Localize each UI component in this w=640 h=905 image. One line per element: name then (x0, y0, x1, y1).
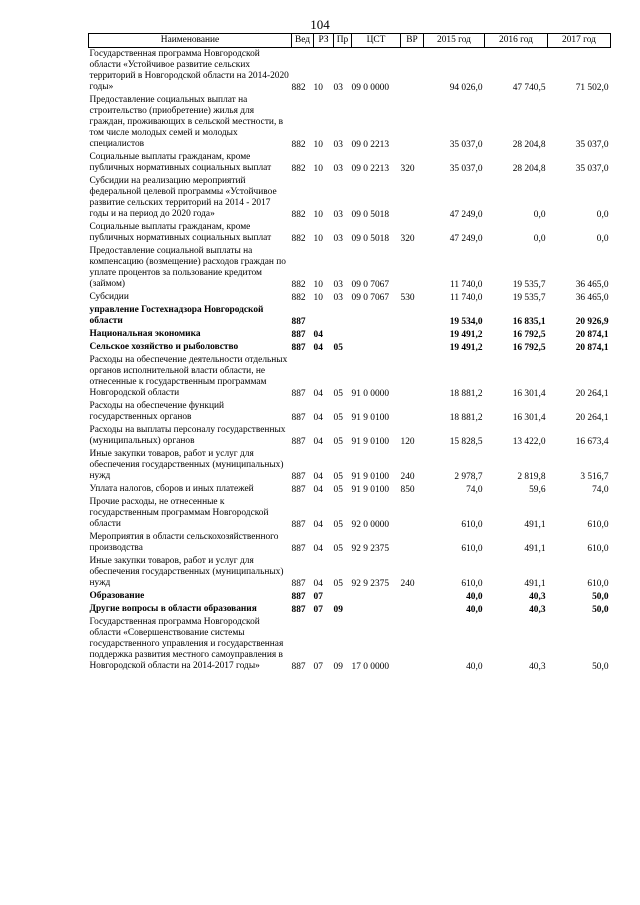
row-vr: 240 (400, 579, 415, 589)
row-value-2017: 3 516,7 (580, 472, 609, 482)
row-value-2015: 35 037,0 (449, 140, 483, 150)
row-value-2016: 40,3 (529, 605, 546, 615)
row-value-2017: 74,0 (592, 485, 609, 495)
row-ved: 887 (291, 544, 306, 554)
row-value-2017: 35 037,0 (575, 140, 609, 150)
row-name: Предоставление социальной выплаты на компенсацию (возмещение) расходов граждан по уплате процентов за пользование кредитом (займом) (89, 246, 286, 289)
row-value-2016: 40,3 (529, 592, 546, 602)
row-value-2016: 19 535,7 (512, 293, 546, 303)
row-ved: 887 (291, 605, 306, 615)
row-value-2017: 20 874,1 (575, 343, 609, 353)
table-row (89, 424, 611, 448)
row-pr: 03 (333, 280, 343, 290)
table-row (89, 483, 611, 496)
row-value-2016: 2 819,8 (517, 472, 546, 482)
table-row (89, 304, 611, 328)
table-row (89, 354, 611, 400)
row-cst: 91 9 0100 (351, 437, 389, 447)
row-rz: 04 (313, 413, 323, 423)
row-value-2016: 491,1 (524, 579, 546, 589)
row-name: Прочие расходы, не отнесенные к государственным программам Новгородской области (89, 497, 269, 529)
page-number: 104 (310, 17, 330, 32)
row-ved: 887 (291, 413, 306, 423)
table-row (89, 531, 611, 555)
table-header-row (89, 34, 611, 48)
row-value-2015: 47 249,0 (449, 210, 483, 220)
row-pr: 03 (333, 210, 343, 220)
row-value-2017: 20 874,1 (575, 330, 609, 340)
row-rz: 07 (313, 605, 323, 615)
row-vr (401, 603, 424, 616)
row-value-2017: 35 037,0 (575, 164, 609, 174)
row-value-2017: 20 926,9 (575, 317, 609, 327)
row-ved: 887 (291, 579, 306, 589)
row-rz: 04 (313, 343, 323, 353)
row-cst: 91 9 0100 (351, 413, 389, 423)
row-pr: 05 (333, 389, 343, 399)
row-vr (401, 328, 424, 341)
row-vr (401, 245, 424, 291)
row-cst: 09 0 0000 (351, 83, 389, 93)
row-pr: 05 (333, 579, 343, 589)
row-ved: 882 (291, 234, 306, 244)
row-value-2016: 19 535,7 (512, 280, 546, 290)
row-ved: 887 (291, 485, 306, 495)
row-value-2017: 36 465,0 (575, 293, 609, 303)
col-header-cst: ЦСТ (352, 34, 401, 48)
row-value-2017: 610,0 (587, 520, 609, 530)
table-body (89, 48, 611, 674)
row-value-2017: 610,0 (587, 579, 609, 589)
row-value-2016: 13 422,0 (512, 437, 546, 447)
row-cst: 09 0 5018 (351, 210, 389, 220)
row-value-2015: 19 491,2 (449, 343, 483, 353)
row-value-2016: 47 740,5 (512, 83, 546, 93)
table-row (89, 400, 611, 424)
row-rz: 10 (313, 210, 323, 220)
row-ved: 882 (291, 140, 306, 150)
row-value-2016: 40,3 (529, 662, 546, 672)
row-cst: 09 0 5018 (351, 234, 389, 244)
col-header-name: Наименование (89, 34, 292, 48)
row-value-2017: 71 502,0 (575, 83, 609, 93)
row-name: Предоставление социальных выплат на строительство (приобретение) жилья для граждан, проживающих в сельской местности, в том числе молодых семей и молодых специалистов (89, 95, 284, 149)
row-value-2015: 40,0 (466, 592, 483, 602)
row-ved: 887 (291, 520, 306, 530)
col-header-2016: 2016 год (485, 34, 548, 48)
row-rz: 10 (313, 293, 323, 303)
row-name: Субсидии на реализацию мероприятий федеральной целевой программы «Устойчивое развитие сельских территорий на 2014 - 2017 годы и на период до 2020 года» (89, 176, 277, 219)
row-vr (401, 94, 424, 151)
row-value-2016: 28 204,8 (512, 140, 546, 150)
row-name: Уплата налогов, сборов и иных платежей (89, 484, 254, 494)
col-header-2015: 2015 год (424, 34, 485, 48)
row-value-2017: 36 465,0 (575, 280, 609, 290)
row-value-2016: 16 301,4 (512, 389, 546, 399)
row-value-2017: 0,0 (596, 234, 609, 244)
table-row (89, 590, 611, 603)
row-name: Мероприятия в области сельскохозяйственного производства (89, 532, 279, 553)
row-ved: 887 (291, 592, 306, 602)
row-vr: 530 (400, 293, 415, 303)
table-row (89, 341, 611, 354)
table-row (89, 175, 611, 221)
row-pr: 05 (333, 544, 343, 554)
row-pr: 05 (333, 343, 343, 353)
row-value-2016: 16 835,1 (512, 317, 546, 327)
row-ved: 882 (291, 280, 306, 290)
row-ved: 887 (291, 437, 306, 447)
row-vr (401, 616, 424, 673)
row-pr (334, 304, 352, 328)
row-value-2015: 18 881,2 (449, 413, 483, 423)
row-name: Государственная программа Новгородской области «Совершенствование системы государственного управления и государственная поддержка развития местного самоуправления в Новгородской области на 2014-2017 годы» (89, 617, 284, 671)
table-row (89, 616, 611, 673)
row-name: управление Гостехнадзора Новгородской области (89, 305, 264, 326)
row-rz: 04 (313, 544, 323, 554)
table-row (89, 496, 611, 531)
row-ved: 887 (291, 330, 306, 340)
row-vr (401, 341, 424, 354)
row-pr: 05 (333, 413, 343, 423)
row-cst (352, 603, 401, 616)
col-header-ved: Вед (292, 34, 314, 48)
row-value-2015: 35 037,0 (449, 164, 483, 174)
row-name: Национальная экономика (89, 329, 201, 339)
row-vr: 320 (400, 234, 415, 244)
row-ved: 882 (291, 164, 306, 174)
table-row (89, 245, 611, 291)
row-value-2017: 20 264,1 (575, 389, 609, 399)
row-value-2015: 19 534,0 (449, 317, 483, 327)
row-vr: 850 (400, 485, 415, 495)
row-ved: 887 (291, 317, 306, 327)
row-rz: 04 (313, 330, 323, 340)
row-rz: 07 (313, 592, 323, 602)
table-row (89, 291, 611, 304)
row-value-2015: 94 026,0 (449, 83, 483, 93)
row-value-2016: 59,6 (529, 485, 546, 495)
row-value-2015: 610,0 (461, 520, 483, 530)
row-rz: 04 (313, 389, 323, 399)
row-vr (401, 590, 424, 603)
row-rz: 10 (313, 280, 323, 290)
row-cst (352, 304, 401, 328)
row-cst: 09 0 2213 (351, 164, 389, 174)
row-pr: 05 (333, 472, 343, 482)
row-vr (401, 175, 424, 221)
row-value-2015: 18 881,2 (449, 389, 483, 399)
row-value-2015: 610,0 (461, 579, 483, 589)
row-rz: 07 (313, 662, 323, 672)
row-value-2017: 50,0 (592, 662, 609, 672)
row-value-2017: 20 264,1 (575, 413, 609, 423)
row-name: Другие вопросы в области образования (89, 604, 257, 614)
row-value-2015: 40,0 (466, 605, 483, 615)
table-row (89, 48, 611, 95)
row-ved: 887 (291, 472, 306, 482)
row-vr (401, 354, 424, 400)
budget-table (88, 33, 611, 673)
row-name: Социальные выплаты гражданам, кроме публичных нормативных социальных выплат (89, 222, 272, 243)
row-name: Государственная программа Новгородской области «Устойчивое развитие сельских территорий в Новгородской области на 2014-2020 годы» (89, 49, 289, 92)
row-value-2015: 610,0 (461, 544, 483, 554)
row-ved: 887 (291, 662, 306, 672)
row-cst: 91 0 0000 (351, 389, 389, 399)
row-cst: 92 9 2375 (351, 579, 389, 589)
row-rz (314, 304, 334, 328)
col-header-2017: 2017 год (548, 34, 611, 48)
table-row (89, 328, 611, 341)
row-value-2016: 491,1 (524, 544, 546, 554)
row-rz: 10 (313, 140, 323, 150)
row-value-2016: 0,0 (533, 234, 546, 244)
row-cst (352, 341, 401, 354)
row-name: Расходы на обеспечение функций государственных органов (89, 401, 224, 422)
row-rz: 04 (313, 520, 323, 530)
row-name: Сельское хозяйство и рыболовство (89, 342, 239, 352)
row-value-2016: 0,0 (533, 210, 546, 220)
row-value-2016: 28 204,8 (512, 164, 546, 174)
row-ved: 882 (291, 83, 306, 93)
col-header-rz: РЗ (314, 34, 334, 48)
row-pr: 03 (333, 83, 343, 93)
row-rz: 10 (313, 83, 323, 93)
row-name: Иные закупки товаров, работ и услуг для обеспечения государственных (муниципальных) нужд (89, 449, 284, 481)
row-cst: 92 9 2375 (351, 544, 389, 554)
row-value-2015: 47 249,0 (449, 234, 483, 244)
table-row (89, 151, 611, 175)
row-value-2016: 491,1 (524, 520, 546, 530)
row-value-2016: 16 301,4 (512, 413, 546, 423)
row-vr: 240 (400, 472, 415, 482)
row-cst: 09 0 2213 (351, 140, 389, 150)
row-value-2017: 610,0 (587, 544, 609, 554)
row-value-2017: 50,0 (592, 605, 609, 615)
table-row (89, 603, 611, 616)
row-vr: 120 (400, 437, 415, 447)
row-cst: 92 0 0000 (351, 520, 389, 530)
row-name: Субсидии (89, 292, 129, 302)
row-pr: 03 (333, 293, 343, 303)
row-rz: 04 (313, 472, 323, 482)
row-ved: 882 (291, 210, 306, 220)
row-rz: 04 (313, 579, 323, 589)
row-value-2017: 0,0 (596, 210, 609, 220)
row-vr (401, 304, 424, 328)
table-row (89, 94, 611, 151)
table-row (89, 448, 611, 483)
table-row (89, 555, 611, 590)
row-value-2016: 16 792,5 (512, 343, 546, 353)
row-rz: 04 (313, 485, 323, 495)
row-pr (334, 328, 352, 341)
row-name: Иные закупки товаров, работ и услуг для обеспечения государственных (муниципальных) нужд (89, 556, 284, 588)
row-pr (334, 590, 352, 603)
row-ved: 887 (291, 343, 306, 353)
row-rz: 04 (313, 437, 323, 447)
row-pr: 03 (333, 164, 343, 174)
row-name: Расходы на выплаты персоналу государственных (муниципальных) органов (89, 425, 286, 446)
row-cst: 09 0 7067 (351, 280, 389, 290)
table-row (89, 221, 611, 245)
row-value-2015: 19 491,2 (449, 330, 483, 340)
row-ved: 887 (291, 389, 306, 399)
row-vr: 320 (400, 164, 415, 174)
row-vr (401, 531, 424, 555)
row-name: Образование (89, 591, 145, 601)
row-pr: 05 (333, 485, 343, 495)
row-cst (352, 328, 401, 341)
row-pr: 09 (333, 662, 343, 672)
row-value-2015: 11 740,0 (450, 293, 483, 303)
row-value-2015: 11 740,0 (450, 280, 483, 290)
row-pr: 05 (333, 437, 343, 447)
row-value-2015: 40,0 (466, 662, 483, 672)
row-value-2017: 50,0 (592, 592, 609, 602)
row-value-2016: 16 792,5 (512, 330, 546, 340)
row-cst: 17 0 0000 (351, 662, 389, 672)
col-header-vr: ВР (401, 34, 424, 48)
row-value-2015: 15 828,5 (449, 437, 483, 447)
row-pr: 09 (333, 605, 343, 615)
row-cst: 91 9 0100 (351, 485, 389, 495)
row-cst: 91 9 0100 (351, 472, 389, 482)
row-name: Социальные выплаты гражданам, кроме публичных нормативных социальных выплат (89, 152, 272, 173)
row-vr (401, 48, 424, 95)
row-ved: 882 (291, 293, 306, 303)
row-cst: 09 0 7067 (351, 293, 389, 303)
col-header-pr: Пр (334, 34, 352, 48)
row-pr: 03 (333, 234, 343, 244)
row-rz: 10 (313, 164, 323, 174)
row-value-2017: 16 673,4 (575, 437, 609, 447)
row-pr: 05 (333, 520, 343, 530)
row-name: Расходы на обеспечение деятельности отдельных органов исполнительной власти области, не отнесенные к государственным программам Новгородской области (89, 355, 288, 398)
row-pr: 03 (333, 140, 343, 150)
row-cst (352, 590, 401, 603)
row-vr (401, 400, 424, 424)
row-vr (401, 496, 424, 531)
row-value-2015: 74,0 (466, 485, 483, 495)
row-rz: 10 (313, 234, 323, 244)
row-value-2015: 2 978,7 (454, 472, 483, 482)
